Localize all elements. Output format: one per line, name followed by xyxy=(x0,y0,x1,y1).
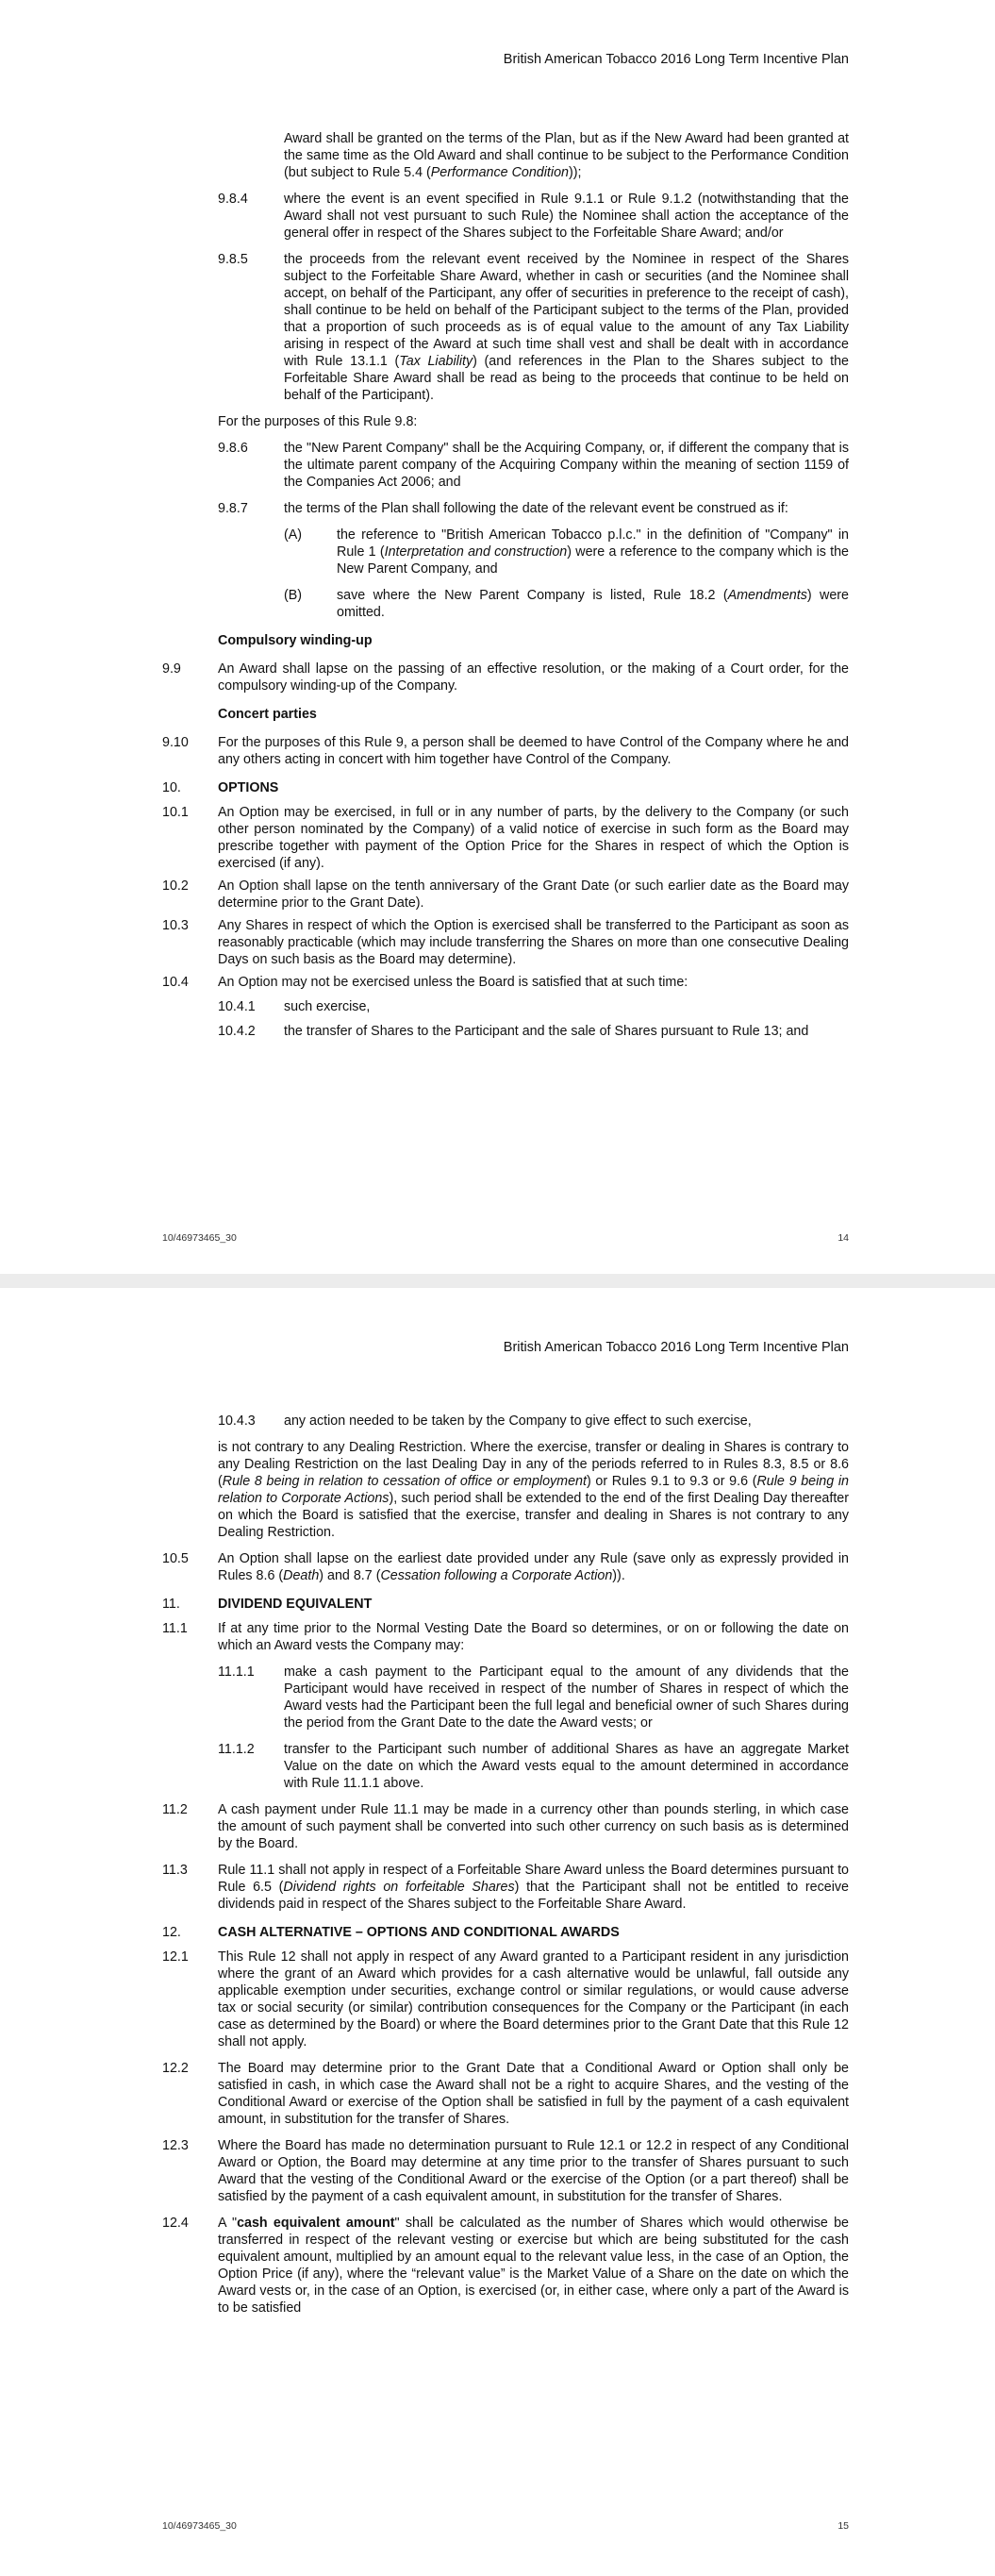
page-15 xyxy=(0,1288,995,2576)
clause-9-9: 9.9 An Award shall lapse on the passing of an effective resolution, or the making of a Court order, for the compulsory winding-up of the Company. xyxy=(162,661,849,694)
clause-11-1-2: 11.1.2 transfer to the Participant such number of additional Shares as have an aggregate Market Value on the date on which the Award vests equal to the amount determined in accordance with Rule 11.1.1 above. xyxy=(218,1742,849,1791)
page-14 xyxy=(0,0,995,1274)
clause-9-10: 9.10 For the purposes of this Rule 9, a person shall be deemed to have Control of the Company where he and any others acting in concert with him together have Control of the Company. xyxy=(162,735,849,767)
continuation-paragraph: Award shall be granted on the terms of the Plan, but as if the New Award had been granted at the same time as the Old Award and shall continue to be subject to the Performance Condition (but subject to Rule 5.4 (Performance Condition)); xyxy=(284,131,849,180)
clause-9-8-4: 9.8.4 where the event is an event specified in Rule 9.1.1 or Rule 9.1.2 (notwithstanding that the Award shall not vest pursuant to such Rule) the Nominee shall action the acceptance of the general offer in respect of the Shares subject to the Forfeitable Share Award; and/or xyxy=(218,192,849,241)
clause-9-8-7-A: (A) the reference to "British American Tobacco p.l.c." in the definition of "Company" in Rule 1 (Interpretation and construction) were a reference to the company which is the New Parent Company, and xyxy=(284,527,849,577)
clause-12-3: 12.3 Where the Board has made no determination pursuant to Rule 12.1 or 12.2 in respect of any Conditional Award or Option, the Board may determine at any time prior to the transfer of Shares pursuant to such Award that the vesting of the Conditional Award or the exercise of the Option (or a part thereof) shall be satisfied by the payment of a cash equivalent amount, in substitution for the transfer of Shares. xyxy=(162,2138,849,2204)
clause-11-3: 11.3 Rule 11.1 shall not apply in respect of a Forfeitable Share Award unless the Board determines pursuant to Rule 6.5 (Dividend rights on forfeitable Shares) that the Participant shall not be entitled to receive dividends paid in respect of the Shares subject to the Forfeitable Share Award. xyxy=(162,1863,850,1912)
paragraph-purposes-9-8: For the purposes of this Rule 9.8: xyxy=(218,414,418,429)
page-number: 14 xyxy=(837,1232,849,1244)
clause-10-4-1: 10.4.1 such exercise, xyxy=(218,999,371,1014)
clause-11-1: 11.1 If at any time prior to the Normal Vesting Date the Board so determines, or on or following the date on which an Award vests the Company may: xyxy=(162,1621,849,1653)
clause-10-5: 10.5 An Option shall lapse on the earliest date provided under any Rule (save only as expressly provided in Rules 8.6 (Death) and 8.7 (Cessation following a Corporate Action)). xyxy=(162,1551,849,1583)
clause-9-8-5: 9.8.5 the proceeds from the relevant event received by the Nominee in respect of the Shares subject to the Forfeitable Share Award, whether in cash or securities (and the Nominee shall accept, on behalf of the Participant, any offer of securities in preference to the receipt of cash), shall continue to be held on behalf of the Participant subject to the terms of the Plan, provided that a proportion of such proceeds as is of equal value to the amount of any Tax Liability arising in respect of the Award at such time shall vest and shall be dealt with in accordance with Rule 13.1.1 (Tax Liability) (and references in the Plan to the Shares subject to the Forfeitable Share Award shall be read as being to the proceeds that continue to be held on behalf of the Participant). xyxy=(218,252,849,403)
clause-10-3: 10.3 Any Shares in respect of which the Option is exercised shall be transferred to the Participant as soon as reasonably practicable (which may include transferring the Shares on more than one consecutive Dealing Days on such basis as the Board may determine). xyxy=(162,918,849,967)
page-header: British American Tobacco 2016 Long Term Incentive Plan xyxy=(503,1340,849,1355)
page-body xyxy=(162,130,849,1040)
heading-concert-parties: Concert parties xyxy=(218,707,317,722)
clause-10-4-2: 10.4.2 the transfer of Shares to the Participant and the sale of Shares pursuant to Rule 13; and xyxy=(218,1024,809,1039)
page-number: 15 xyxy=(837,2520,849,2532)
clause-9-8-6: 9.8.6 the "New Parent Company" shall be the Acquiring Company, or, if different the company that is the ultimate parent company of the Acquiring Company within the meaning of section 1159 of the Companies Act 2006; and xyxy=(218,441,849,490)
section-12-heading: 12. CASH ALTERNATIVE – OPTIONS AND CONDITIONAL AWARDS xyxy=(162,1925,620,1940)
clause-10-2: 10.2 An Option shall lapse on the tenth anniversary of the Grant Date (or such earlier date as the Board may determine prior to the Grant Date). xyxy=(162,878,849,911)
clause-9-8-7: 9.8.7 the terms of the Plan shall following the date of the relevant event be construed as if: xyxy=(218,501,788,516)
clause-12-2: 12.2 The Board may determine prior to the Grant Date that a Conditional Award or Option shall only be satisfied in cash, in which case the Award shall not be a right to acquire Shares, and the vesting of the Conditional Award or exercise of the Option shall be satisfied in full by the payment of a cash equivalent amount, in substitution for the transfer of Shares. xyxy=(162,2061,849,2127)
section-11-heading: 11. DIVIDEND EQUIVALENT xyxy=(162,1597,373,1612)
clause-10-4-3: 10.4.3 any action needed to be taken by the Company to give effect to such exercise, xyxy=(218,1413,752,1429)
dealing-restriction-paragraph: is not contrary to any Dealing Restriction. Where the exercise, transfer or dealing in Shares is contrary to any Dealing Restriction on the last Dealing Day in any of the periods referred to in Rules 8.3, 8.5 or 8.6 (Rule 8 being in relation to cessation of office or employment) or Rules 9.1 to 9.3 or 9.6 (Rule 9 being in relation to Corporate Actions), such period shall be extended to the end of the first Dealing Day thereafter on which the Board is satisfied that the exercise, transfer and dealing in Shares is not contrary to any Dealing Restriction. xyxy=(218,1440,850,1540)
document-reference: 10/46973465_30 xyxy=(162,1232,237,1244)
page-separator xyxy=(0,1274,995,1288)
document-reference: 10/46973465_30 xyxy=(162,2520,237,2532)
clause-12-1: 12.1 This Rule 12 shall not apply in respect of any Award granted to a Participant resident in any jurisdiction where the grant of an Award which provides for a cash alternative would be unlawful, fall outside any applicable exemption under securities, exchange control or similar regulations, or would cause adverse tax or social security (or similar) contribution consequences for the Company or the Participant (in each case as determined by the Board) or where the Board determines prior to the Grant Date that this Rule 12 shall not apply. xyxy=(162,1949,849,2049)
clause-11-1-1: 11.1.1 make a cash payment to the Participant equal to the amount of any dividends that the Participant would have received in respect of the number of Shares in respect of which the Award vests had the Participant been the full legal and beneficial owner of such Shares during the period from the Grant Date to the date the Award vests; or xyxy=(218,1664,849,1731)
page-header: British American Tobacco 2016 Long Term Incentive Plan xyxy=(503,52,849,67)
section-10-heading: 10. OPTIONS xyxy=(162,780,279,795)
clause-10-4: 10.4 An Option may not be exercised unless the Board is satisfied that at such time: xyxy=(162,975,688,990)
clause-12-4: 12.4 A "cash equivalent amount" shall be calculated as the number of Shares which would otherwise be transferred in respect of the relevant vesting or exercise but which are being substituted for the cash equivalent amount, multiplied by an amount equal to the relevant value less, in the case of an Option, the Option Price (if any), where the “relevant value” is the Market Value of a Share on the date on which the Award vests or, in the case of an Option, is exercised (or, in either case, where only a part of the Award is to be satisfied xyxy=(162,2216,849,2316)
page-body xyxy=(162,1413,849,2317)
heading-compulsory-winding-up: Compulsory winding-up xyxy=(218,633,373,648)
clause-11-2: 11.2 A cash payment under Rule 11.1 may be made in a currency other than pounds sterling, in which case the amount of such payment shall be converted into such other currency on such basis as is determined by the Board. xyxy=(162,1802,849,1851)
clause-9-8-7-B: (B) save where the New Parent Company is listed, Rule 18.2 (Amendments) were omitted. xyxy=(284,588,849,620)
clause-10-1: 10.1 An Option may be exercised, in full or in any number of parts, by the delivery to the Company (or such other person nominated by the Company) of a valid notice of exercise in such form as the Board may prescribe together with payment of the Option Price for the Shares in respect of which the Option is exercised (if any). xyxy=(162,805,849,871)
